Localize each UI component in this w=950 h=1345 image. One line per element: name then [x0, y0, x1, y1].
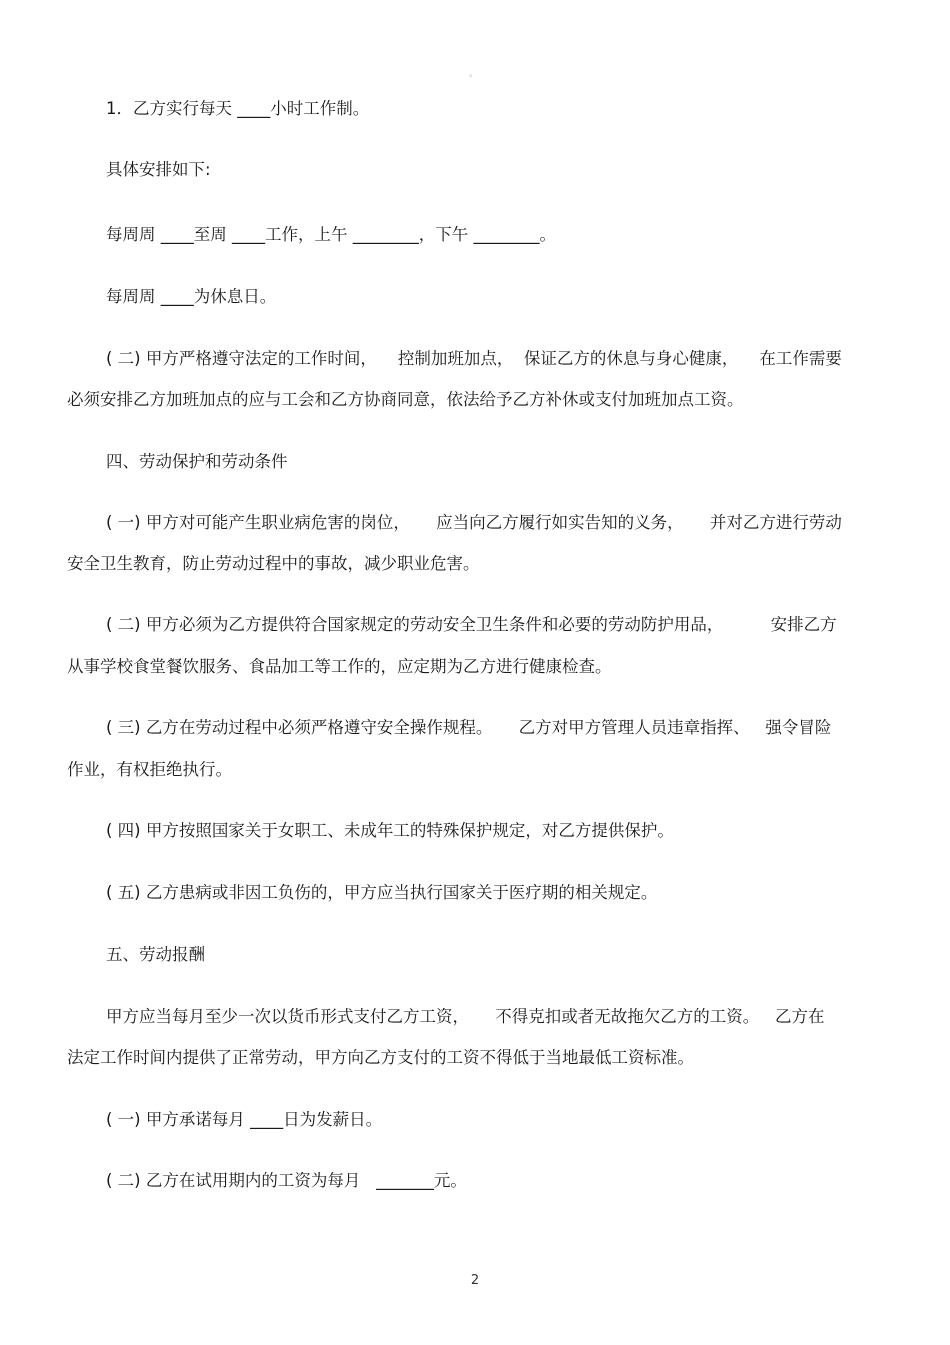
protection-clause-5: ( 五) 乙方患病或非因工负伤的，甲方应当执行国家关于医疗期的相关规定。 [106, 883, 658, 902]
protection-clause-4: ( 四) 甲方按照国家关于女职工、未成年工的特殊保护规定，对乙方提供保护。 [106, 821, 674, 840]
pay-clause-line1: 甲方应当每月至少一次以货币形式支付乙方工资， 不得克扣或者无故拖欠乙方的工资。 乙方在 [106, 1007, 825, 1026]
section-heading-protection: 四、劳动保护和劳动条件 [106, 452, 288, 471]
page-number: 2 [470, 1273, 480, 1288]
pay-clause-line2: 法定工作时间内提供了正常劳动，甲方向乙方支付的工资不得低于当地最低工资标准。 [67, 1048, 694, 1067]
header-mark: 。 [469, 69, 479, 79]
probation-salary-clause: ( 二) 乙方在试用期内的工资为每月 _______元。 [106, 1171, 467, 1190]
work-hours-line: 1．乙方实行每天 ____小时工作制。 [106, 99, 370, 118]
overtime-clause-line1: ( 二) 甲方严格遵守法定的工作时间， 控制加班加点， 保证乙方的休息与身心健康， 在工作需要 [106, 349, 842, 368]
weekly-schedule-line: 每周周 ____至周 ____工作，上午 ________，下午 ________。 [106, 225, 556, 244]
protection-clause-3-line2: 作业，有权拒绝执行。 [67, 760, 232, 779]
protection-clause-2-line1: ( 二) 甲方必须为乙方提供符合国家规定的劳动安全卫生条件和必要的劳动防护用品， 安排乙方 [106, 615, 837, 634]
rest-day-line: 每周周 ____为休息日。 [106, 287, 277, 306]
protection-clause-2-line2: 从事学校食堂餐饮服务、食品加工等工作的，应定期为乙方进行健康检查。 [67, 657, 612, 676]
overtime-clause-line2: 必须安排乙方加班加点的应与工会和乙方协商同意，依法给予乙方补休或支付加班加点工资。 [67, 390, 744, 409]
protection-clause-1-line2: 安全卫生教育，防止劳动过程中的事故，减少职业危害。 [67, 554, 480, 573]
payday-clause: ( 一) 甲方承诺每月 ____日为发薪日。 [106, 1110, 383, 1129]
section-heading-pay: 五、劳动报酬 [106, 945, 205, 964]
protection-clause-1-line1: ( 一) 甲方对可能产生职业病危害的岗位， 应当向乙方履行如实告知的义务， 并对乙方进行劳动 [106, 513, 842, 532]
schedule-intro: 具体安排如下: [106, 160, 211, 179]
protection-clause-3-line1: ( 三) 乙方在劳动过程中必须严格遵守安全操作规程。 乙方对甲方管理人员违章指挥、 强令冒险 [106, 718, 832, 737]
